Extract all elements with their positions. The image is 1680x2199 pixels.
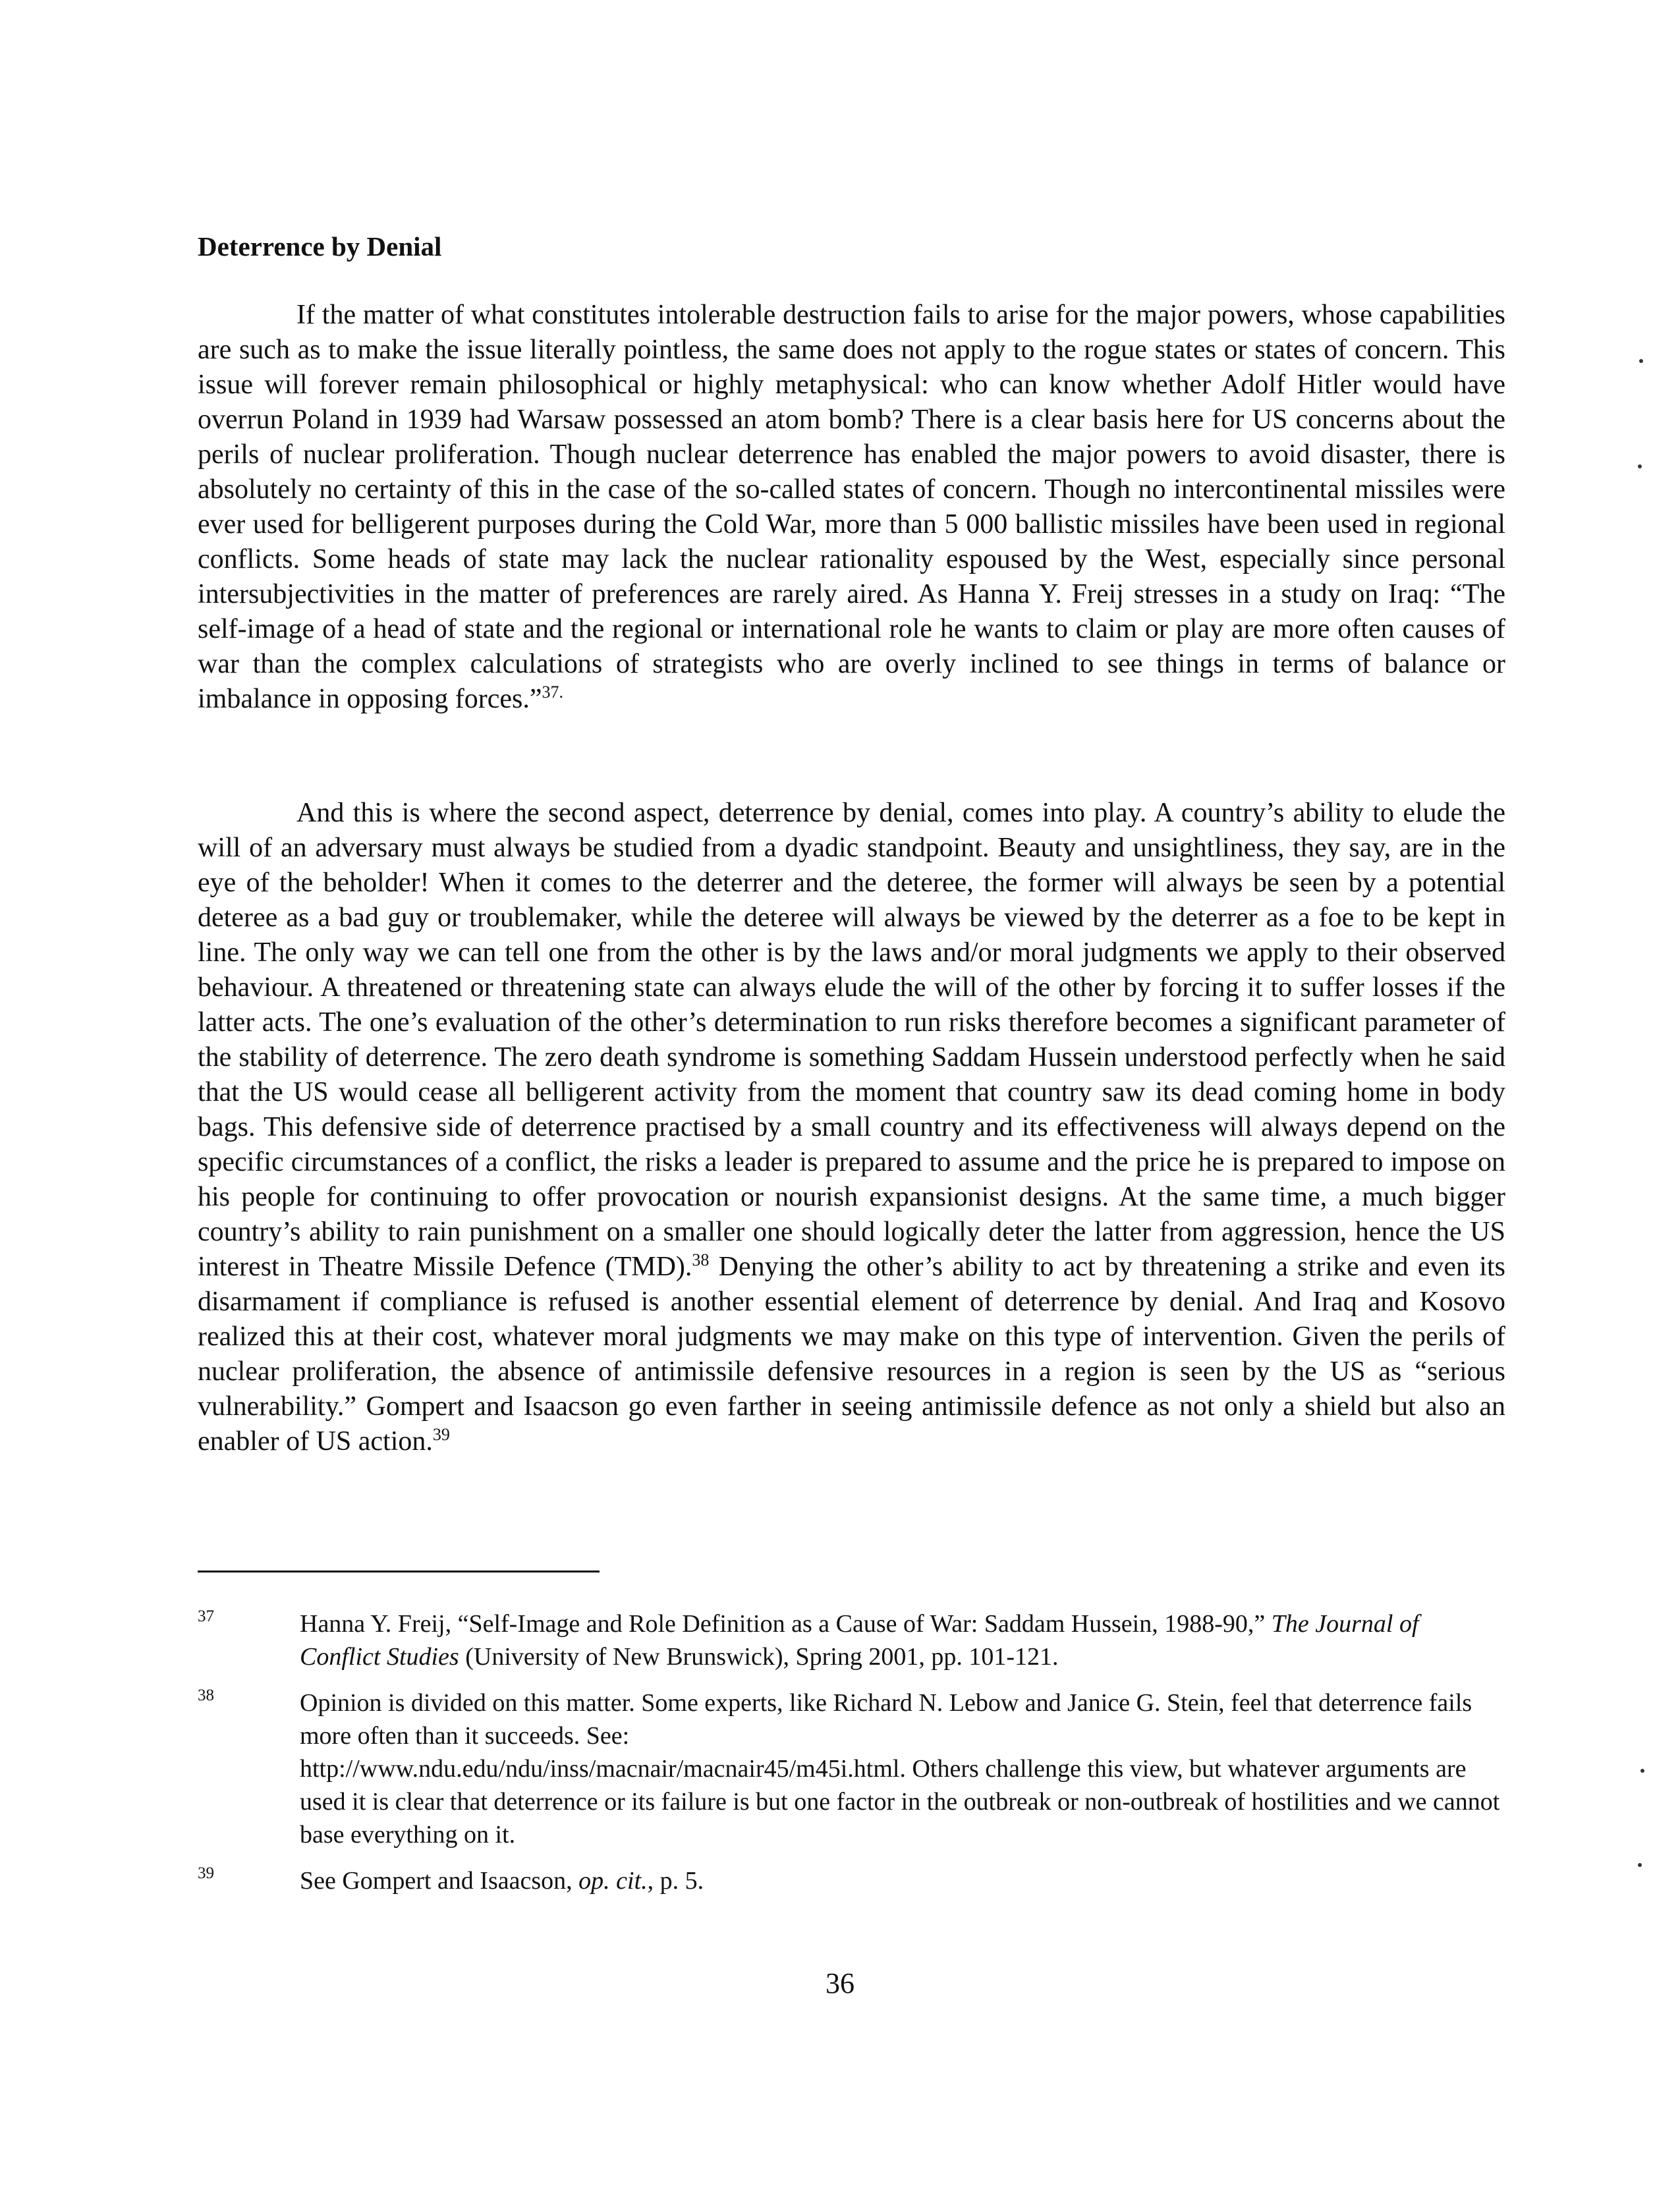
footnote-text-part: Opinion is divided on this matter. Some experts, like Richard N. Lebow and Janice G. Stein, feel that deterrence fails more often than it succeeds. See:: [300, 1689, 1472, 1750]
scan-speck: [1639, 359, 1643, 363]
footnote-text: [300, 1686, 1505, 1851]
body-paragraph-2: [198, 796, 1505, 1459]
body-paragraph-1: [198, 298, 1505, 717]
footnote-ref-38[interactable]: 38: [692, 1250, 710, 1269]
footnote-text: [300, 1864, 1505, 1897]
footnote-text-part: (University of New Brunswick), Spring 2001, pp. 101-121.: [459, 1643, 1059, 1671]
scan-speck: [1638, 1863, 1642, 1867]
footnote-text: [300, 1607, 1505, 1673]
paragraph-2-text-b: Denying the other’s ability to act by threatening a strike and even its disarmament if compliance is refused is another essential element of deterrence by denial. And Iraq and Kosovo realized this at their cost, whatever moral judgments we may make on this type of intervention. Given the perils of nuclear proliferation, the absence of antimissile defensive resources in a region is seen by the US as “serious vulnerability.” Gompert and Isaacson go even farther in seeing antimissile defence as not only a shield but also an enabler of US action.: [198, 1252, 1505, 1457]
paragraph-2-text-a: And this is where the second aspect, deterrence by denial, comes into play. A country’s ability to elude the will of an adversary must always be studied from a dyadic standpoint. Beauty and unsightliness, they say, are in the eye of the beholder! When it comes to the deterrer and the deteree, the former will always be seen by a potential deteree as a bad guy or troublemaker, while the deteree will always be viewed by the deterrer as a foe to be kept in line. The only way we can tell one from the other is by the laws and/or moral judgments we apply to their observed behaviour. A threatened or threatening state can always elude the will of the other by forcing it to suffer losses if the latter acts. The one’s evaluation of the other’s determination to run risks therefore becomes a significant parameter of the stability of deterrence. The zero death syndrome is something Saddam Hussein understood perfectly when he said that the US would cease all belligerent activity from the moment that country saw its dead coming home in body bags. This defensive side of deterrence practised by a small country and its effectiveness will always depend on the specific circumstances of a conflict, the risks a leader is prepared to assume and the price he is prepared to impose on his people for continuing to offer provocation or nourish expansionist designs. At the same time, a much bigger country’s ability to rain punishment on a smaller one should logically deter the latter from aggression, hence the US interest in Theatre Missile Defence (TMD).: [198, 798, 1505, 1282]
footnote-number: 37: [198, 1607, 214, 1625]
footnote-text-part: Hanna Y. Freij, “Self-Image and Role Definition as a Cause of War: Saddam Hussein, 1988-90,”: [300, 1610, 1272, 1638]
page-number: 36: [826, 1967, 854, 1999]
footnote-text-part: Others challenge this view, but whatever arguments are used it is clear that deterrence or its failure is but one factor in the outbreak or non-outbreak of hostilities and we cannot base everything on it.: [300, 1755, 1500, 1849]
footnote-url[interactable]: http://www.ndu.edu/ndu/inss/macnair/macnair45/m45i.html.: [300, 1755, 906, 1783]
footnote-citation-abbrev: op. cit.: [578, 1867, 648, 1895]
footnote-ref-37[interactable]: 37.: [542, 682, 563, 702]
footnote-number: 38: [198, 1686, 214, 1704]
scan-speck: [1638, 464, 1642, 468]
footnote-ref-39[interactable]: 39: [432, 1425, 450, 1444]
footnote-text-part: See Gompert and Isaacson,: [300, 1867, 579, 1895]
footnote-number: 39: [198, 1864, 214, 1882]
section-heading: Deterrence by Denial: [198, 231, 442, 262]
paragraph-1-text: If the matter of what constitutes intolerable destruction fails to arise for the major powers, whose capabilities are such as to make the issue literally pointless, the same does not apply to the rogue states or states of concern. This issue will forever remain philosophical or highly metaphysical: who can know whether Adolf Hitler would have overrun Poland in 1939 had Warsaw possessed an atom bomb? There is a clear basis here for US concerns about the perils of nuclear proliferation. Though nuclear deterrence has enabled the major powers to avoid disaster, there is absolutely no certainty of this in the case of the so-called states of concern. Though no intercontinental missiles were ever used for belligerent purposes during the Cold War, more than 5 000 ballistic missiles have been used in regional conflicts. Some heads of state may lack the nuclear rationality espoused by the West, especially since personal intersubjectivities in the matter of preferences are rarely aired. As Hanna Y. Freij stresses in a study on Iraq: “The self-image of a head of state and the regional or international role he wants to claim or play are more often causes of war than the complex calculations of strategists who are overly inclined to see things in terms of balance or imbalance in opposing forces.”: [198, 300, 1505, 714]
footnote-journal-title: The Journal of Conflict Studies: [300, 1610, 1419, 1671]
footnote-separator: [198, 1571, 600, 1573]
scan-speck: [1640, 1769, 1644, 1773]
footnote-text-part: , p. 5.: [647, 1867, 704, 1895]
